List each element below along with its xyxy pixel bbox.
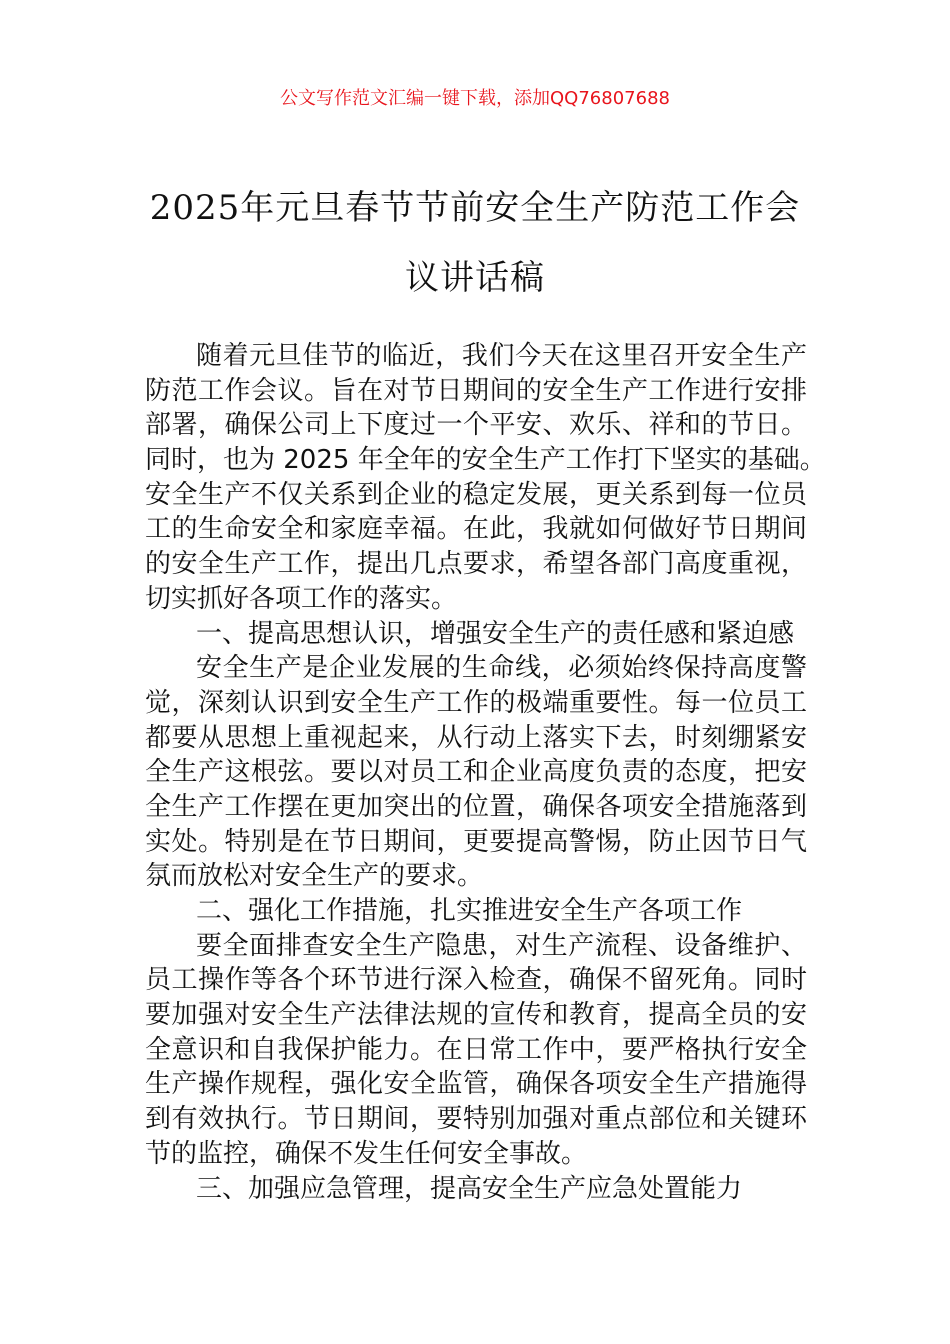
- text-line: 生产操作规程，强化安全监管，确保各项安全生产措施得: [145, 1069, 807, 1100]
- text-line: 的安全生产工作，提出几点要求，希望各部门高度重视，: [145, 549, 807, 580]
- text-line: 部署，确保公司上下度过一个平安、欢乐、祥和的节日。: [145, 410, 807, 441]
- text-line: 安全生产是企业发展的生命线，必须始终保持高度警: [196, 653, 807, 684]
- document-body: [145, 339, 826, 1206]
- text-line: 实处。特别是在节日期间，更要提高警惕，防止因节日气: [145, 826, 807, 857]
- paragraph: [145, 339, 826, 617]
- paragraph: [145, 651, 807, 894]
- text-line: 全意识和自我保护能力。在日常工作中，要严格执行安全: [145, 1034, 807, 1065]
- section-heading: [145, 894, 807, 929]
- text-line: 全生产工作摆在更加突出的位置，确保各项安全措施落到: [145, 791, 807, 822]
- text-line: 要加强对安全生产法律法规的宣传和教育，提高全员的安: [145, 1000, 807, 1031]
- text-line: 觉，深刻认识到安全生产工作的极端重要性。每一位员工: [145, 687, 807, 718]
- document-title-line-2: 议讲话稿: [405, 258, 545, 298]
- text-line: 防范工作会议。旨在对节日期间的安全生产工作进行安排: [145, 375, 807, 406]
- text-line: 工的生命安全和家庭幸福。在此，我就如何做好节日期间: [145, 514, 807, 545]
- text-line: 同时，也为 2025 年全年的安全生产工作打下坚实的基础。: [145, 445, 826, 476]
- section-heading: [145, 1172, 807, 1207]
- text-line: 到有效执行。节日期间，要特别加强对重点部位和关键环: [145, 1104, 807, 1135]
- text-line: 随着元旦佳节的临近，我们今天在这里召开安全生产: [196, 341, 807, 371]
- section-heading: [145, 617, 807, 652]
- text-line: 切实抓好各项工作的落实。: [145, 583, 458, 614]
- text-line: 要全面排查安全生产隐患，对生产流程、设备维护、: [196, 930, 807, 961]
- download-promo-note: 公文写作范文汇编一键下载，添加QQ76807688: [280, 88, 670, 109]
- paragraph: [145, 929, 807, 1172]
- text-line: 一、提高思想认识，增强安全生产的责任感和紧迫感: [196, 618, 795, 649]
- document-title-line-1: 2025年元旦春节节前安全生产防范工作会: [149, 188, 801, 228]
- text-line: 二、强化工作措施，扎实推进安全生产各项工作: [196, 896, 743, 926]
- text-line: 全生产这根弦。要以对员工和企业高度负责的态度，把安: [145, 757, 807, 788]
- text-line: 节的监控，确保不发生任何安全事故。: [145, 1138, 588, 1169]
- text-line: 安全生产不仅关系到企业的稳定发展，更关系到每一位员: [145, 479, 807, 510]
- text-line: 三、加强应急管理，提高安全生产应急处置能力: [196, 1173, 743, 1204]
- text-line: 氛而放松对安全生产的要求。: [145, 861, 484, 892]
- text-line: 都要从思想上重视起来，从行动上落实下去，时刻绷紧安: [145, 722, 807, 753]
- text-line: 员工操作等各个环节进行深入检查，确保不留死角。同时: [145, 965, 807, 996]
